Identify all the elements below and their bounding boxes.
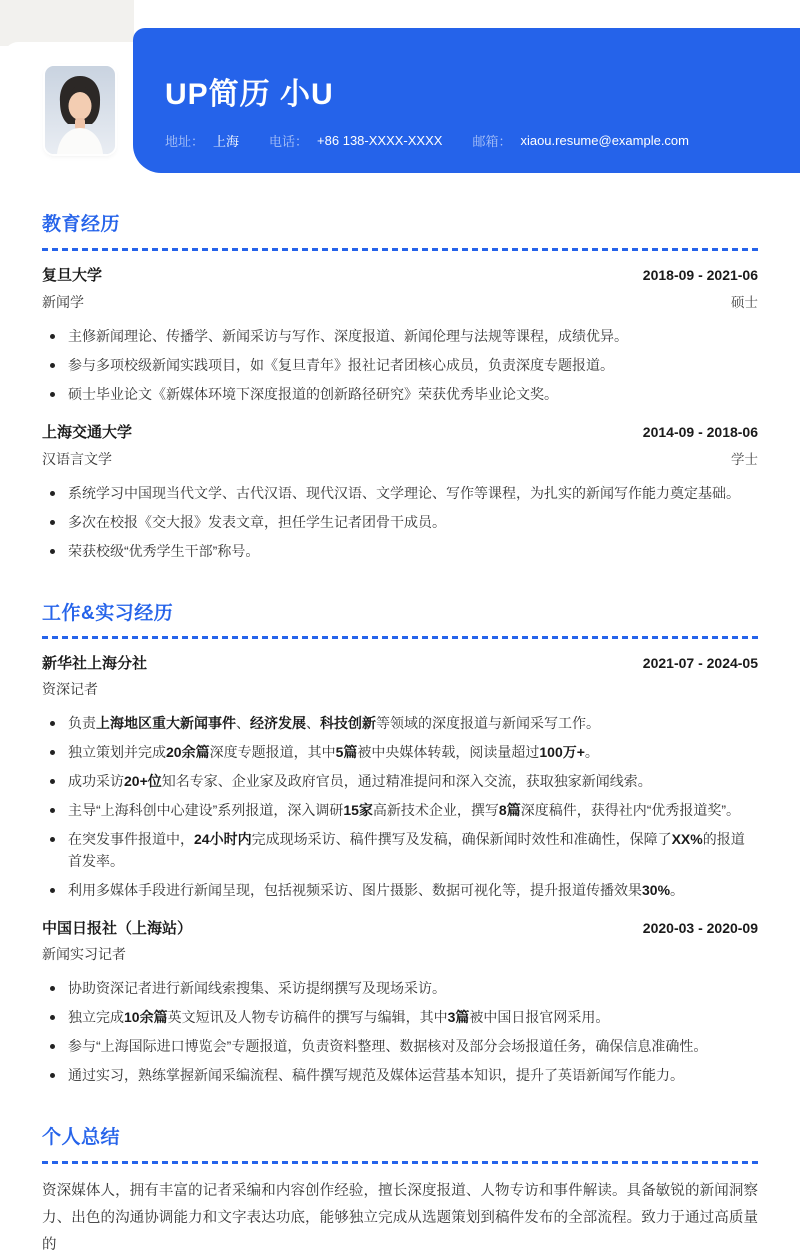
entry-date: 2020-03 - 2020-09 [642, 920, 758, 937]
bullet-item [42, 1035, 758, 1057]
entry-head [42, 421, 758, 442]
bullet-dot-icon [50, 1044, 55, 1049]
entry-role: 新闻实习记者 [42, 946, 126, 963]
bullet-dot-icon [50, 837, 55, 842]
bullet-item [42, 828, 758, 872]
bullet-item [42, 879, 758, 901]
contact-label: 邮箱： [472, 134, 512, 149]
bullet-dot-icon [50, 779, 55, 784]
entry-work-0 [42, 652, 758, 901]
entry-org: 中国日报社（上海站） [42, 920, 193, 938]
bullet-list [42, 977, 758, 1086]
bullet-item [42, 799, 758, 821]
contact-label: 地址： [165, 134, 205, 149]
bullet-text: 成功采访20+位知名专家、企业家及政府官员，通过精准提问和深入交流，获取独家新闻线索。 [68, 773, 652, 790]
bullet-list [42, 712, 758, 901]
contact-value: xiaou.resume@example.com [520, 133, 689, 148]
bullet-item [42, 770, 758, 792]
contact-item-1 [269, 131, 442, 150]
bullet-item [42, 482, 758, 504]
entry-head [42, 652, 758, 673]
bullet-text: 负责上海地区重大新闻事件、经济发展、科技创新等领域的深度报道与新闻采写工作。 [68, 715, 600, 732]
contact-item-2 [472, 131, 689, 150]
bullet-list [42, 325, 758, 405]
bullet-text: 参与“上海国际进口博览会”专题报道，负责资料整理、数据核对及部分会场报道任务，确保信息准确性。 [68, 1038, 708, 1055]
bullet-text: 系统学习中国现当代文学、古代汉语、现代汉语、文学理论、写作等课程，为扎实的新闻写作能力奠定基础。 [68, 484, 740, 501]
bullet-text: 硕士毕业论文《新媒体环境下深度报道的创新路径研究》荣获优秀毕业论文奖。 [68, 385, 558, 402]
section-title-education: 教育经历 [42, 214, 121, 235]
section-summary [42, 1126, 758, 1259]
bullet-list [42, 482, 758, 562]
bullet-dot-icon [50, 549, 55, 554]
entry-sub [42, 679, 758, 699]
entry-org: 上海交通大学 [42, 423, 133, 441]
bullet-dot-icon [50, 334, 55, 339]
page-corner-cover [4, 42, 134, 68]
resume-name: UP简历 小U [165, 78, 334, 111]
resume-body [0, 173, 800, 1259]
entry-degree: 学士 [731, 451, 758, 467]
entry-sub [42, 291, 758, 312]
entry-head [42, 264, 758, 285]
bullet-item [42, 383, 758, 405]
bullet-text: 协助资深记者进行新闻线索搜集、采访提纲撰写及现场采访。 [68, 980, 446, 997]
bullet-dot-icon [50, 1073, 55, 1078]
summary-paragraph: 资深媒体人，拥有丰富的记者采编和内容创作经验，擅长深度报道、人物专访和事件解读。具备敏锐的新闻洞察力、出色的沟通协调能力和文字表达功底，能够独立完成从选题策划到稿件发布的全部流程。致力于通过高质量的 [42, 1183, 758, 1254]
bullet-text: 利用多媒体手段进行新闻呈现，包括视频采访、图片摄影、数据可视化等，提升报道传播效果30%。 [68, 882, 685, 899]
bullet-dot-icon [50, 808, 55, 813]
bullet-dot-icon [50, 363, 55, 368]
bullet-dot-icon [50, 520, 55, 525]
contact-value: +86 138-XXXX-XXXX [317, 133, 443, 148]
bullet-dot-icon [50, 721, 55, 726]
bullet-text: 主导“上海科创中心建设”系列报道，深入调研15家高新技术企业，撰写8篇深度稿件，获得社内“优秀报道奖”。 [68, 802, 741, 819]
bullet-dot-icon [50, 986, 55, 991]
section-title-work: 工作&实习经历 [42, 602, 174, 624]
entry-sub [42, 944, 758, 964]
section-divider [42, 1161, 758, 1164]
bullet-item [42, 1006, 758, 1028]
section-divider [42, 636, 758, 639]
entry-role: 新闻学 [42, 293, 84, 310]
contact-row [165, 131, 800, 150]
bullet-text: 参与多项校级新闻实践项目，如《复旦青年》报社记者团核心成员，负责深度专题报道。 [68, 356, 614, 373]
bullet-dot-icon [50, 1015, 55, 1020]
entry-date: 2018-09 - 2021-06 [642, 266, 758, 283]
profile-photo [45, 66, 115, 154]
bullet-item [42, 712, 758, 734]
bullet-item [42, 511, 758, 533]
bullet-item [42, 325, 758, 347]
bullet-dot-icon [50, 392, 55, 397]
section-education [42, 213, 758, 562]
entry-date: 2014-09 - 2018-06 [642, 423, 758, 440]
bullet-text: 独立完成10余篇英文短讯及人物专访稿件的撰写与编辑，其中3篇被中国日报官网采用。 [68, 1009, 610, 1026]
section-work [42, 602, 758, 1087]
contact-value: 上海 [213, 134, 240, 149]
bullet-text: 主修新闻理论、传播学、新闻采访与写作、深度报道、新闻伦理与法规等课程，成绩优异。 [68, 327, 628, 344]
entry-date: 2021-07 - 2024-05 [642, 655, 758, 672]
entry-education-0 [42, 264, 758, 405]
entry-work-1 [42, 917, 758, 1086]
entry-head [42, 917, 758, 938]
contact-label: 电话： [269, 134, 309, 149]
bullet-text: 荣获校级“优秀学生干部”称号。 [68, 542, 260, 559]
entry-org: 复旦大学 [42, 266, 103, 284]
bullet-dot-icon [50, 491, 55, 496]
entry-education-1 [42, 421, 758, 562]
bullet-text: 多次在校报《交大报》发表文章，担任学生记者团骨干成员。 [68, 513, 446, 530]
bullet-item [42, 1064, 758, 1086]
entry-sub [42, 448, 758, 469]
section-divider [42, 248, 758, 251]
bullet-text: 在突发事件报道中，24小时内完成现场采访、稿件撰写及发稿，确保新闻时效性和准确性，保障了XX%的报道首发率。 [68, 831, 745, 870]
section-title-summary: 个人总结 [42, 1127, 121, 1149]
entry-org: 新华社上海分社 [42, 655, 148, 673]
resume-header [133, 28, 800, 173]
bullet-item [42, 741, 758, 763]
bullet-item [42, 977, 758, 999]
bullet-item [42, 354, 758, 376]
bullet-item [42, 540, 758, 562]
page-corner-backdrop [0, 0, 134, 46]
bullet-dot-icon [50, 888, 55, 893]
entry-role: 资深记者 [42, 681, 98, 698]
bullet-text: 独立策划并完成20余篇深度专题报道，其中5篇被中央媒体转载，阅读量超过100万+。 [68, 744, 599, 761]
bullet-text: 通过实习，熟练掌握新闻采编流程、稿件撰写规范及媒体运营基本知识，提升了英语新闻写作能力。 [68, 1067, 684, 1084]
entry-degree: 硕士 [731, 294, 758, 310]
entry-role: 汉语言文学 [42, 450, 112, 467]
profile-photo-illustration [45, 66, 115, 154]
contact-item-0 [165, 131, 239, 150]
bullet-dot-icon [50, 750, 55, 755]
